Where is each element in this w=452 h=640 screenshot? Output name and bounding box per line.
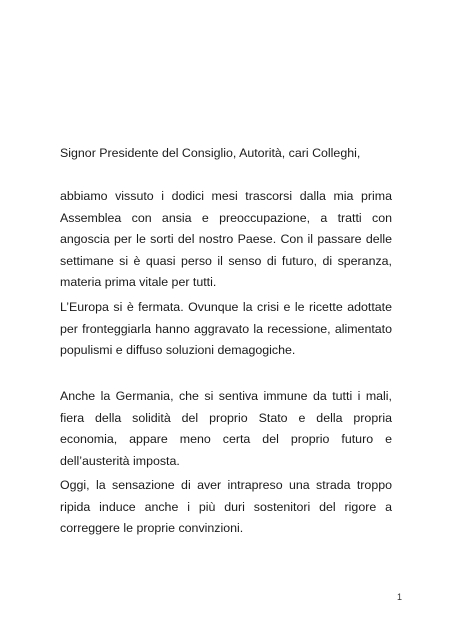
page-number: 1 xyxy=(396,592,402,602)
paragraph-2: L’Europa si è fermata. Ovunque la crisi e le ricette adottate per fronteggiarla hanno aggravato la recessione, alimentato populismi e diffuso soluzioni demagogiche. xyxy=(60,300,392,357)
salutation: Signor Presidente del Consiglio, Autorità, cari Colleghi, xyxy=(60,146,361,160)
paragraph-1: abbiamo vissuto i dodici mesi trascorsi dalla mia prima Assemblea con ansia e preoccupazione, a tratti con angoscia per le sorti del nostro Paese. Con il passare delle settimane si è quasi perso il senso di futuro, di speranza, materia prima vitale per tutti. xyxy=(60,189,392,289)
paragraph-3: Anche la Germania, che si sentiva immune da tutti i mali, fiera della solidità del proprio Stato e della propria economia, appare meno certa del proprio futuro e dell’austerità imposta. xyxy=(60,389,392,468)
paragraph-4: Oggi, la sensazione di aver intrapreso una strada troppo ripida induce anche i più duri sostenitori del rigore a correggere le proprie convinzioni. xyxy=(60,478,392,535)
